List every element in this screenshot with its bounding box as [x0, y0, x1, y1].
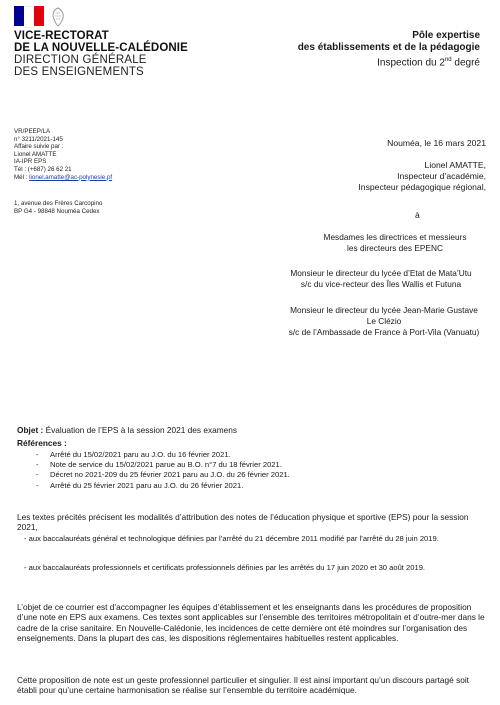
- sender-email-line: Mél : lionel.amatte@ac-polynesie.pf: [14, 173, 113, 181]
- letter-date: Nouméa, le 16 mars 2021: [387, 138, 486, 148]
- institution-line: DIRECTION GÉNÉRALE: [14, 54, 147, 66]
- reference-number: n° 3211/2021-145: [14, 135, 63, 143]
- signatory-block: [358, 160, 486, 193]
- sender-phone: Tél : (+687) 26 62 21: [14, 165, 72, 173]
- signatory-title: Inspecteur d’académie,: [397, 171, 486, 181]
- recipient-line: Mesdames les directrices et messieurs: [323, 232, 467, 242]
- sub-item: - aux baccalauréats professionnels et certificats professionnels définies par les arrêtés du 17 juin 2020 et 30 août 2019.: [24, 563, 426, 572]
- recipient-line: s/c de l’Ambassade de France à Port-Vila (Vanuatu): [288, 327, 480, 337]
- recipient-epenc: [290, 232, 500, 254]
- reference-item: - Arrêté du 15/02/2021 paru au J.O. du 16 février 2021.: [36, 450, 476, 460]
- sender-address: [14, 200, 102, 216]
- address-line: 1, avenue des Frères Carcopino: [14, 200, 103, 207]
- recipient-line: les directeurs des EPENC: [347, 243, 443, 253]
- paragraph: L’objet de ce courrier est d’accompagner les équipes d’établissement et les enseignants dans les procédures de proposition d’une note en EPS aux examens. Ces textes sont applicables sur l’ensemble des territoires métropolitain et d’outre-mer dans le cadre de la crise sanitaire. En Nouvelle-Calédonie, les incidences de cette dernière ont été moindres sur l’organisation des enseignements. Dans la plupart des cas, les dispositions réglementaires habituelles restent applicables.: [17, 602, 485, 644]
- sender-email-link[interactable]: lionel.amatte@ac-polynesie.pf: [29, 173, 113, 181]
- recipient-line: Monsieur le directeur du lycée d’Etat de Mata’Utu: [290, 268, 472, 278]
- subject-line: Objet : Évaluation de l’EPS à la session 2021 des examens: [17, 425, 237, 435]
- department-header: [298, 30, 480, 69]
- recipient-line: Monsieur le directeur du lycée Jean-Marie Gustave: [290, 305, 478, 315]
- sender-role: IA-IPR EPS: [14, 158, 47, 166]
- references-heading: Références :: [17, 438, 67, 448]
- sender-name: Lionel AMATTE: [14, 150, 57, 158]
- recipient-mata-utu: [262, 268, 500, 290]
- recipient-port-vila: [268, 305, 500, 338]
- institution-line: DES ENSEIGNEMENTS: [14, 66, 144, 78]
- references-list: [36, 450, 476, 491]
- followed-by-label: Affaire suivie par :: [14, 143, 64, 151]
- inspection-line: Inspection du 2nd degré: [377, 57, 480, 69]
- signatory-name: Lionel AMATTE,: [424, 160, 486, 170]
- recipient-line: s/c du vice-recteur des Îles Wallis et Futuna: [300, 279, 462, 289]
- paragraph: Cette proposition de note est un geste professionnel particulier et singulier. Il est ainsi important qu’un discours partagé soit établi pour qu’une certaine harmonisation se réalise sur l’ensemble du territoire académique.: [17, 675, 469, 696]
- marianne-seal-icon: [48, 6, 68, 28]
- sub-item: - aux baccalauréats général et technologique définies par l’arrêté du 21 décembre 2011 modifié par l’arrêté du 28 juin 2019.: [24, 534, 439, 543]
- reference: VR/PEEP/LA: [14, 128, 51, 135]
- institution-name: [14, 30, 188, 78]
- reference-item: - Décret no 2021-209 du 25 février 2021 paru au J.O. du 26 février 2021.: [36, 470, 476, 480]
- institution-line: DE LA NOUVELLE-CALÉDONIE: [14, 42, 188, 54]
- sender-block: [14, 128, 112, 181]
- to-marker: à: [415, 210, 420, 220]
- republic-logo: [14, 6, 74, 30]
- reference-item: - Note de service du 15/02/2021 parue au B.O. n°7 du 18 février 2021.: [36, 460, 476, 470]
- institution-line: VICE-RECTORAT: [14, 30, 109, 42]
- signatory-title: Inspecteur pédagogique régional,: [358, 182, 486, 192]
- paragraph: Les textes précités précisent les modalités d’attribution des notes de l’éducation physique et sportive (EPS) pour la session 2021,: [17, 512, 469, 533]
- french-flag-icon: [14, 6, 44, 26]
- recipient-line: Le Clézio: [366, 316, 402, 326]
- pole-title: Pôle expertise: [412, 30, 480, 41]
- address-line: BP G4 - 98848 Nouméa Cedex: [14, 208, 100, 215]
- pole-subtitle: des établissements et de la pédagogie: [297, 42, 480, 53]
- reference-item: - Arrêté du 25 février 2021 paru au J.O. du 26 février 2021.: [36, 481, 476, 491]
